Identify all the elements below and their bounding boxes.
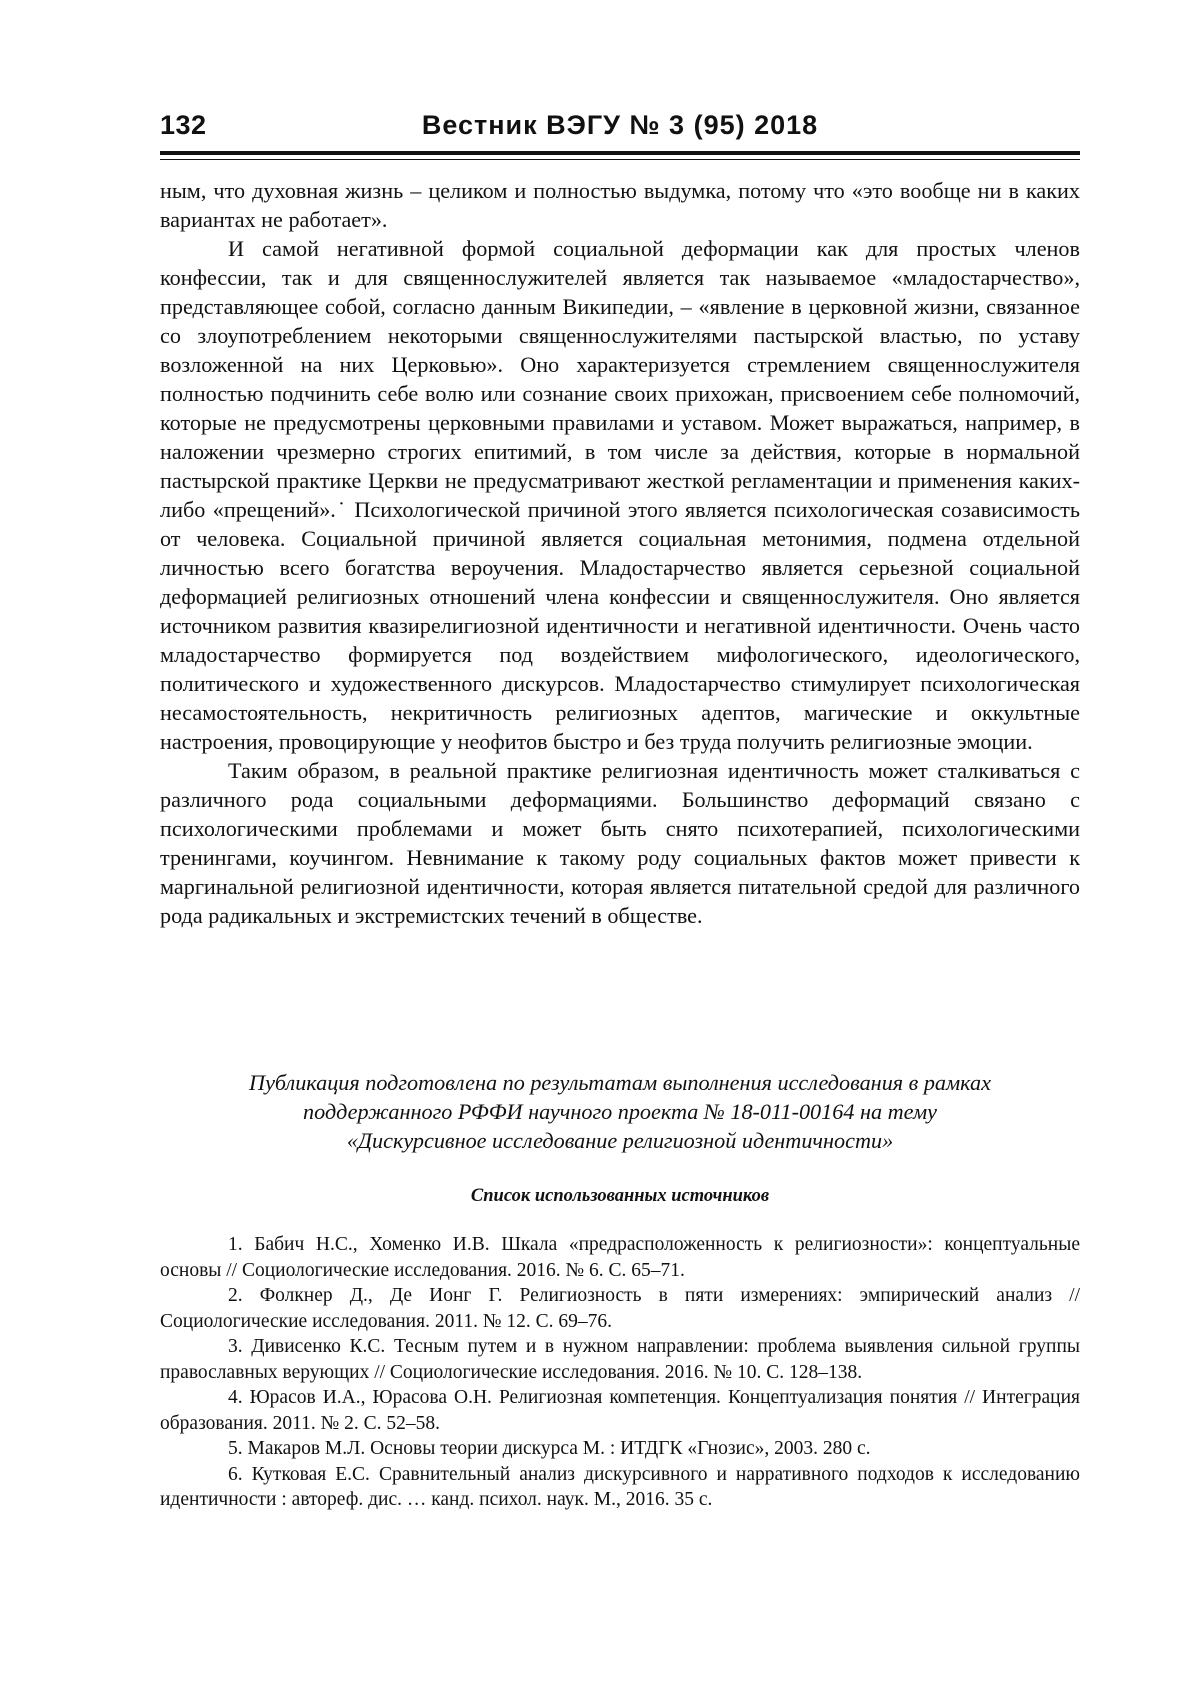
references-list — [160, 1232, 1080, 1513]
funding-line: поддержанного РФФИ научного проекта № 18-011-00164 на тему — [303, 1099, 937, 1124]
references-heading: Список использованных источников — [470, 1186, 770, 1206]
article-body — [160, 176, 1080, 930]
reference-item: 2. Фолкнер Д., Де Ионг Г. Религиозность в пяти измерениях: эмпирический анализ // Социологические исследования. 2011. № 12. С. 69–76. — [160, 1285, 1080, 1332]
reference-item: 5. Макаров М.Л. Основы теории дискурса М. : ИТДГК «Гнозис», 2003. 280 с. — [228, 1438, 871, 1459]
running-header — [160, 110, 1080, 150]
reference-item: 1. Бабич Н.С., Хоменко И.В. Шкала «предрасположенность к религиозности»: концептуальные основы // Социологические исследования. 2016. № 6. С. 65–71. — [160, 1234, 1080, 1281]
reference-item: 4. Юрасов И.А., Юрасова О.Н. Религиозная компетенция. Концептуализация понятия // Интеграция образования. 2011. № 2. С. 52–58. — [160, 1387, 1080, 1434]
reference-item: 3. Дивисенко К.С. Тесным путем и в нужном направлении: проблема выявления сильной группы православных верующих // Социологические исследования. 2016. № 10. С. 128–138. — [160, 1336, 1080, 1383]
reference-item: 6. Кутковая Е.С. Сравнительный анализ дискурсивного и нарративного подходов к исследованию идентичности : автореф. дис. … канд. психол. наук. М., 2016. 35 с. — [160, 1463, 1080, 1510]
funding-line: «Дискурсивное исследование религиозной идентичности» — [346, 1128, 894, 1153]
body-paragraph: Таким образом, в реальной практике религиозная идентичность может сталкиваться с различного рода социальными деформациями. Большинство деформаций связано с психологическими проблемами и может быть снято психотерапией, психологическими тренингами, коучингом. Невнимание к такому роду социальных фактов может привести к маргинальной религиозной идентичности, которая является питательной средой для различного рода радикальных и экстремистских течений в обществе. — [160, 758, 1080, 928]
header-rule-thick — [160, 151, 1080, 155]
body-paragraph: ным, что духовная жизнь – целиком и полностью выдумка, потому что «это вообще ни в каких вариантах не работает». — [160, 178, 1080, 232]
body-paragraph: И самой негативной формой социальной деформации как для простых членов конфессии, так и для священнослужителей является так называемое «младостарчество», представляющее собой, согласно данным Википедии, – «явление в церковной жизни, связанное со злоупотреблением некоторыми священнослужителями пастырской властью, по уставу возложенной на них Церковью». Оно характеризуется стремлением священнослужителя полностью подчинить себе волю или сознание своих прихожан, присвоением себе полномочий, которые не предусмотрены церковными правилами и уставом. Может выражаться, например, в наложении чрезмерно строгих епитимий, в том числе за действия, которые в нормальной пастырской практике Церкви не предусматривают жесткой регламентации и применения каких-либо «прещений».˙ Психологической причиной этого является психологическая созависимость от человека. Социальной причиной является социальная метонимия, подмена отдельной личностью всего богатства вероучения. Младостарчество является серьезной социальной деформацией религиозных отношений члена конфессии и священнослужителя. Оно является источником развития квазирелигиозной идентичности и негативной идентичности. Очень часто младостарчество формируется под воздействием мифологического, идеологического, политического и художественного дискурсов. Младостарчество стимулирует психологическая несамостоятельность, некритичность религиозных адептов, магические и оккультные настроения, провоцирующие у неофитов быстро и без труда получить религиозные эмоции. — [160, 236, 1080, 754]
header-rule-thin — [160, 159, 1080, 160]
funding-acknowledgement — [160, 1068, 1080, 1155]
funding-line: Публикация подготовлена по результатам выполнения исследования в рамках — [249, 1070, 991, 1095]
journal-title: Вестник ВЭГУ № 3 (95) 2018 — [421, 110, 819, 140]
page-number: 132 — [160, 110, 207, 140]
